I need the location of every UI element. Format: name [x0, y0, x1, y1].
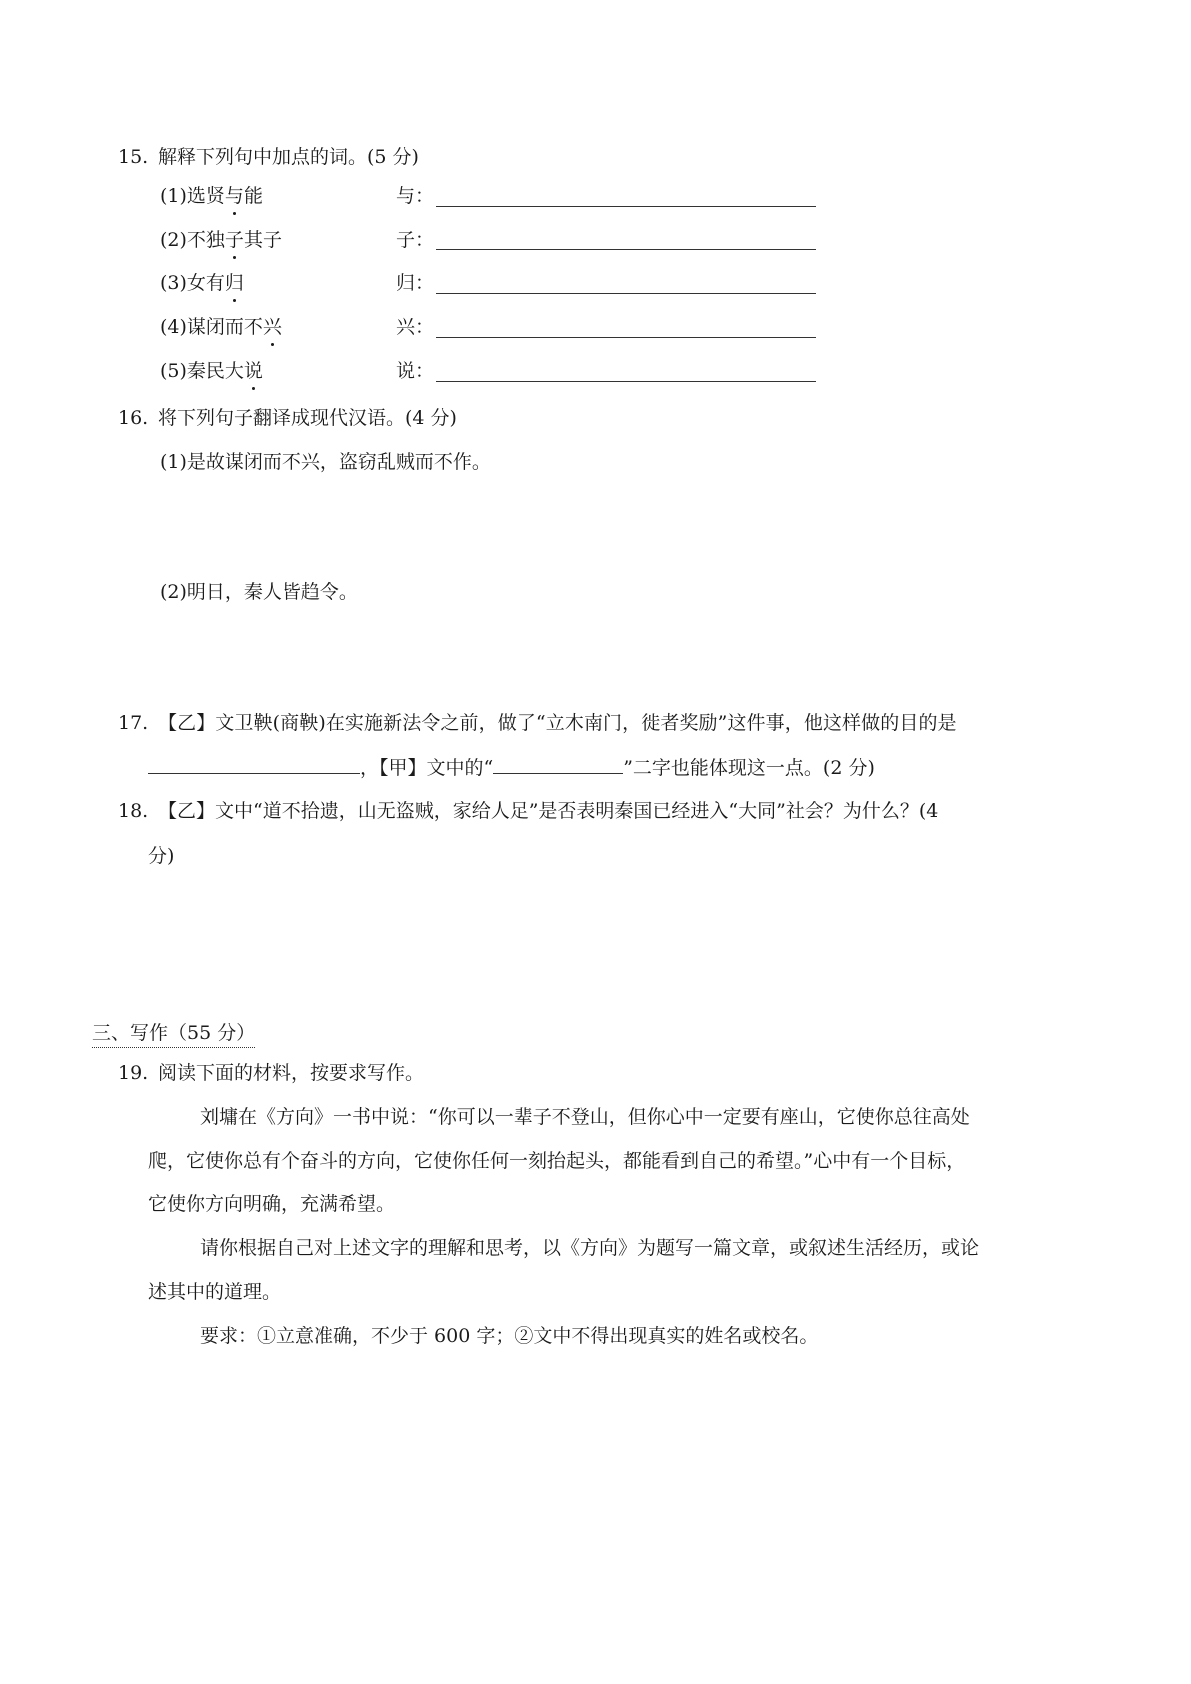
q19-stem: 阅读下面的材料，按要求写作。 [158, 1062, 425, 1084]
q15-item-2-key: 子： [396, 229, 435, 251]
q16-sub1: (1)是故谋闭而不兴，盗窃乱贼而不作。 [160, 451, 491, 473]
q15-item-4-dotted-char: 兴 [262, 316, 282, 338]
q17-line2-end: ”二字也能体现这一点。(2 分) [623, 757, 875, 779]
q15-item-5-label: (5)秦民大 [160, 360, 244, 382]
q15-item-1-answer-line[interactable] [436, 206, 816, 207]
q15-item-5-answer-line[interactable] [436, 381, 816, 382]
q18-line1: 【乙】文中“道不拾遗，山无盗贼，家给人足”是否表明秦国已经进入“大同”社会？为什么？(4 [158, 800, 939, 822]
q15-item-1-key: 与： [396, 185, 435, 207]
q15-item-1 [160, 184, 263, 208]
q15-number: 15. [118, 146, 149, 168]
q17-blank-2[interactable] [493, 755, 623, 774]
q17-blank-1[interactable] [148, 755, 360, 774]
q19-number: 19. [118, 1062, 149, 1084]
q18-number: 18. [118, 800, 149, 822]
q15-item-3-key: 归： [396, 272, 435, 294]
q17-line1: 【乙】文卫鞅(商鞅)在实施新法令之前，做了“立木南门，徙者奖励”这件事，他这样做的目的是 [158, 712, 957, 734]
q19-paragraph-1-line-1: 刘墉在《方向》一书中说：“你可以一辈子不登山，但你心中一定要有座山，它使你总往高处 [200, 1106, 970, 1128]
q16-number: 16. [118, 407, 149, 429]
q15-item-5 [160, 359, 263, 383]
q16-stem: 将下列句子翻译成现代汉语。(4 分) [158, 407, 457, 429]
q15-item-2 [160, 228, 282, 252]
q15-item-4-key: 兴： [396, 316, 435, 338]
q15-item-3-answer-line[interactable] [436, 293, 816, 294]
q19-paragraph-2-line-1: 请你根据自己对上述文字的理解和思考，以《方向》为题写一篇文章，或叙述生活经历，或论 [200, 1237, 980, 1259]
q15-item-1-dotted-char: 与 [224, 185, 244, 207]
q15-item-3-dotted-char: 归 [224, 272, 244, 294]
section-3-heading: 三、写作（55 分） [92, 1021, 255, 1048]
q17-line2 [148, 755, 875, 780]
q19-paragraph-1-line-2: 爬，它使你总有个奋斗的方向，它使你任何一刻抬起头，都能看到自己的希望。”心中有一个目标， [148, 1150, 966, 1172]
q15-item-4-label: (4)谋闭而不 [160, 316, 263, 338]
q19-paragraph-1-line-3: 它使你方向明确，充满希望。 [148, 1193, 396, 1215]
q15-item-1-after: 能 [243, 185, 263, 207]
q15-item-5-key: 说： [396, 360, 435, 382]
q17-number: 17. [118, 712, 149, 734]
q15-item-2-after: 其子 [243, 229, 282, 251]
q19-requirements: 要求：①立意准确，不少于 600 字；②文中不得出现真实的姓名或校名。 [200, 1325, 819, 1347]
q15-item-2-answer-line[interactable] [436, 249, 816, 250]
q15-item-4-answer-line[interactable] [436, 337, 816, 338]
q15-item-3 [160, 271, 244, 295]
q15-stem: 解释下列句中加点的词。(5 分) [158, 146, 419, 168]
q15-item-3-label: (3)女有 [160, 272, 225, 294]
q15-item-4 [160, 315, 282, 339]
q19-paragraph-2-line-2: 述其中的道理。 [148, 1281, 282, 1303]
q15-item-5-dotted-char: 说 [243, 360, 263, 382]
q18-line2: 分) [148, 845, 175, 867]
q15-item-2-label: (2)不独 [160, 229, 225, 251]
q17-line2-mid: ，【甲】文中的“ [360, 757, 494, 779]
q15-item-1-label: (1)选贤 [160, 185, 225, 207]
q16-sub2: (2)明日，秦人皆趋令。 [160, 581, 358, 603]
q15-item-2-dotted-char: 子 [224, 229, 244, 251]
